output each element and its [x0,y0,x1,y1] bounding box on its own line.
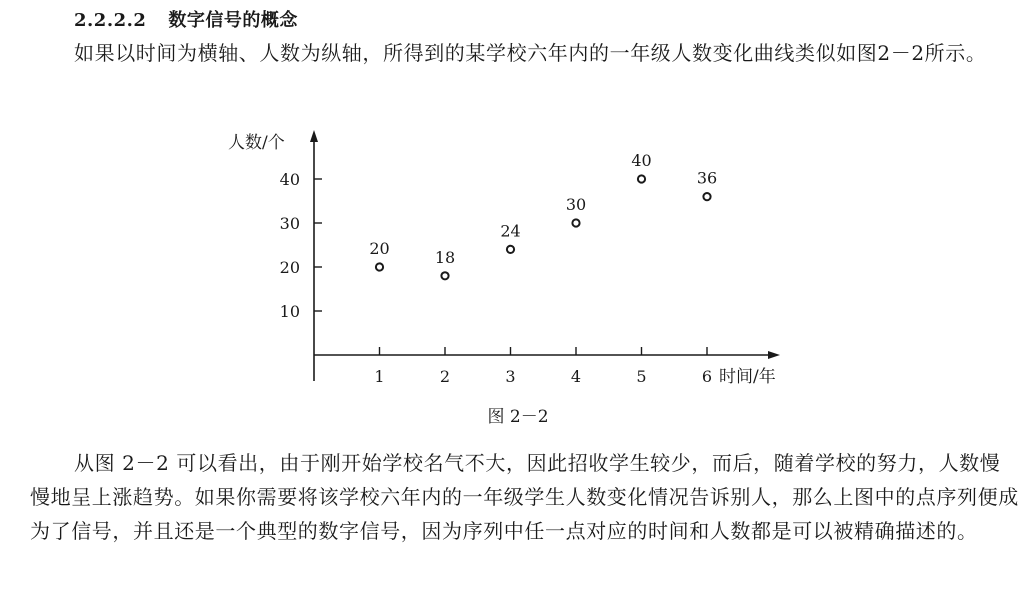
data-label: 24 [500,221,521,241]
section-title: 数字信号的概念 [168,10,298,31]
figure-caption: 图 2－2 [487,407,549,427]
data-point [441,272,448,279]
x-tick-label: 6 [701,367,713,386]
section-number: 2.2.2.2 [74,10,147,31]
x-tick-label: 4 [570,367,582,386]
data-label: 18 [434,247,456,267]
y-tick-label: 20 [279,258,300,277]
y-axis-label: 人数/个 [228,133,285,153]
data-point [638,175,645,182]
y-tick-label: 10 [279,302,300,321]
y-axis-arrow [310,130,318,142]
x-tick-label: 3 [505,367,516,386]
paragraph-explanation: 从图 2－2 可以看出，由于刚开始学校名气不大，因此招收学生较少，而后，随着学校的努力，人数慢慢地呈上涨趋势。如果你需要将该学校六年内的一年级学生人数变化情况告诉别人，那么上图中的点序列便成为了信号，并且还是一个典型的数字信号，因为序列中任一点对应的时间和人数都是可以被精确描述的。 [30,451,1019,543]
y-tick-label: 30 [279,214,300,233]
data-point [703,193,710,200]
paragraph-intro: 如果以时间为横轴、人数为纵轴，所得到的某学校六年内的一年级人数变化曲线类似如图2－2所示。 [74,41,987,65]
x-axis-arrow [768,351,780,359]
data-label: 30 [565,195,587,214]
data-point [507,246,514,253]
x-axis-label: 时间/年 [719,367,776,387]
y-tick-label: 40 [279,170,300,189]
x-tick-label: 2 [439,367,451,386]
data-label: 20 [369,239,390,258]
x-tick-label: 1 [374,367,385,386]
data-point [572,219,579,226]
data-label: 40 [631,151,652,170]
data-label: 36 [696,168,718,188]
x-tick-label: 5 [636,367,647,386]
data-point [376,263,383,270]
